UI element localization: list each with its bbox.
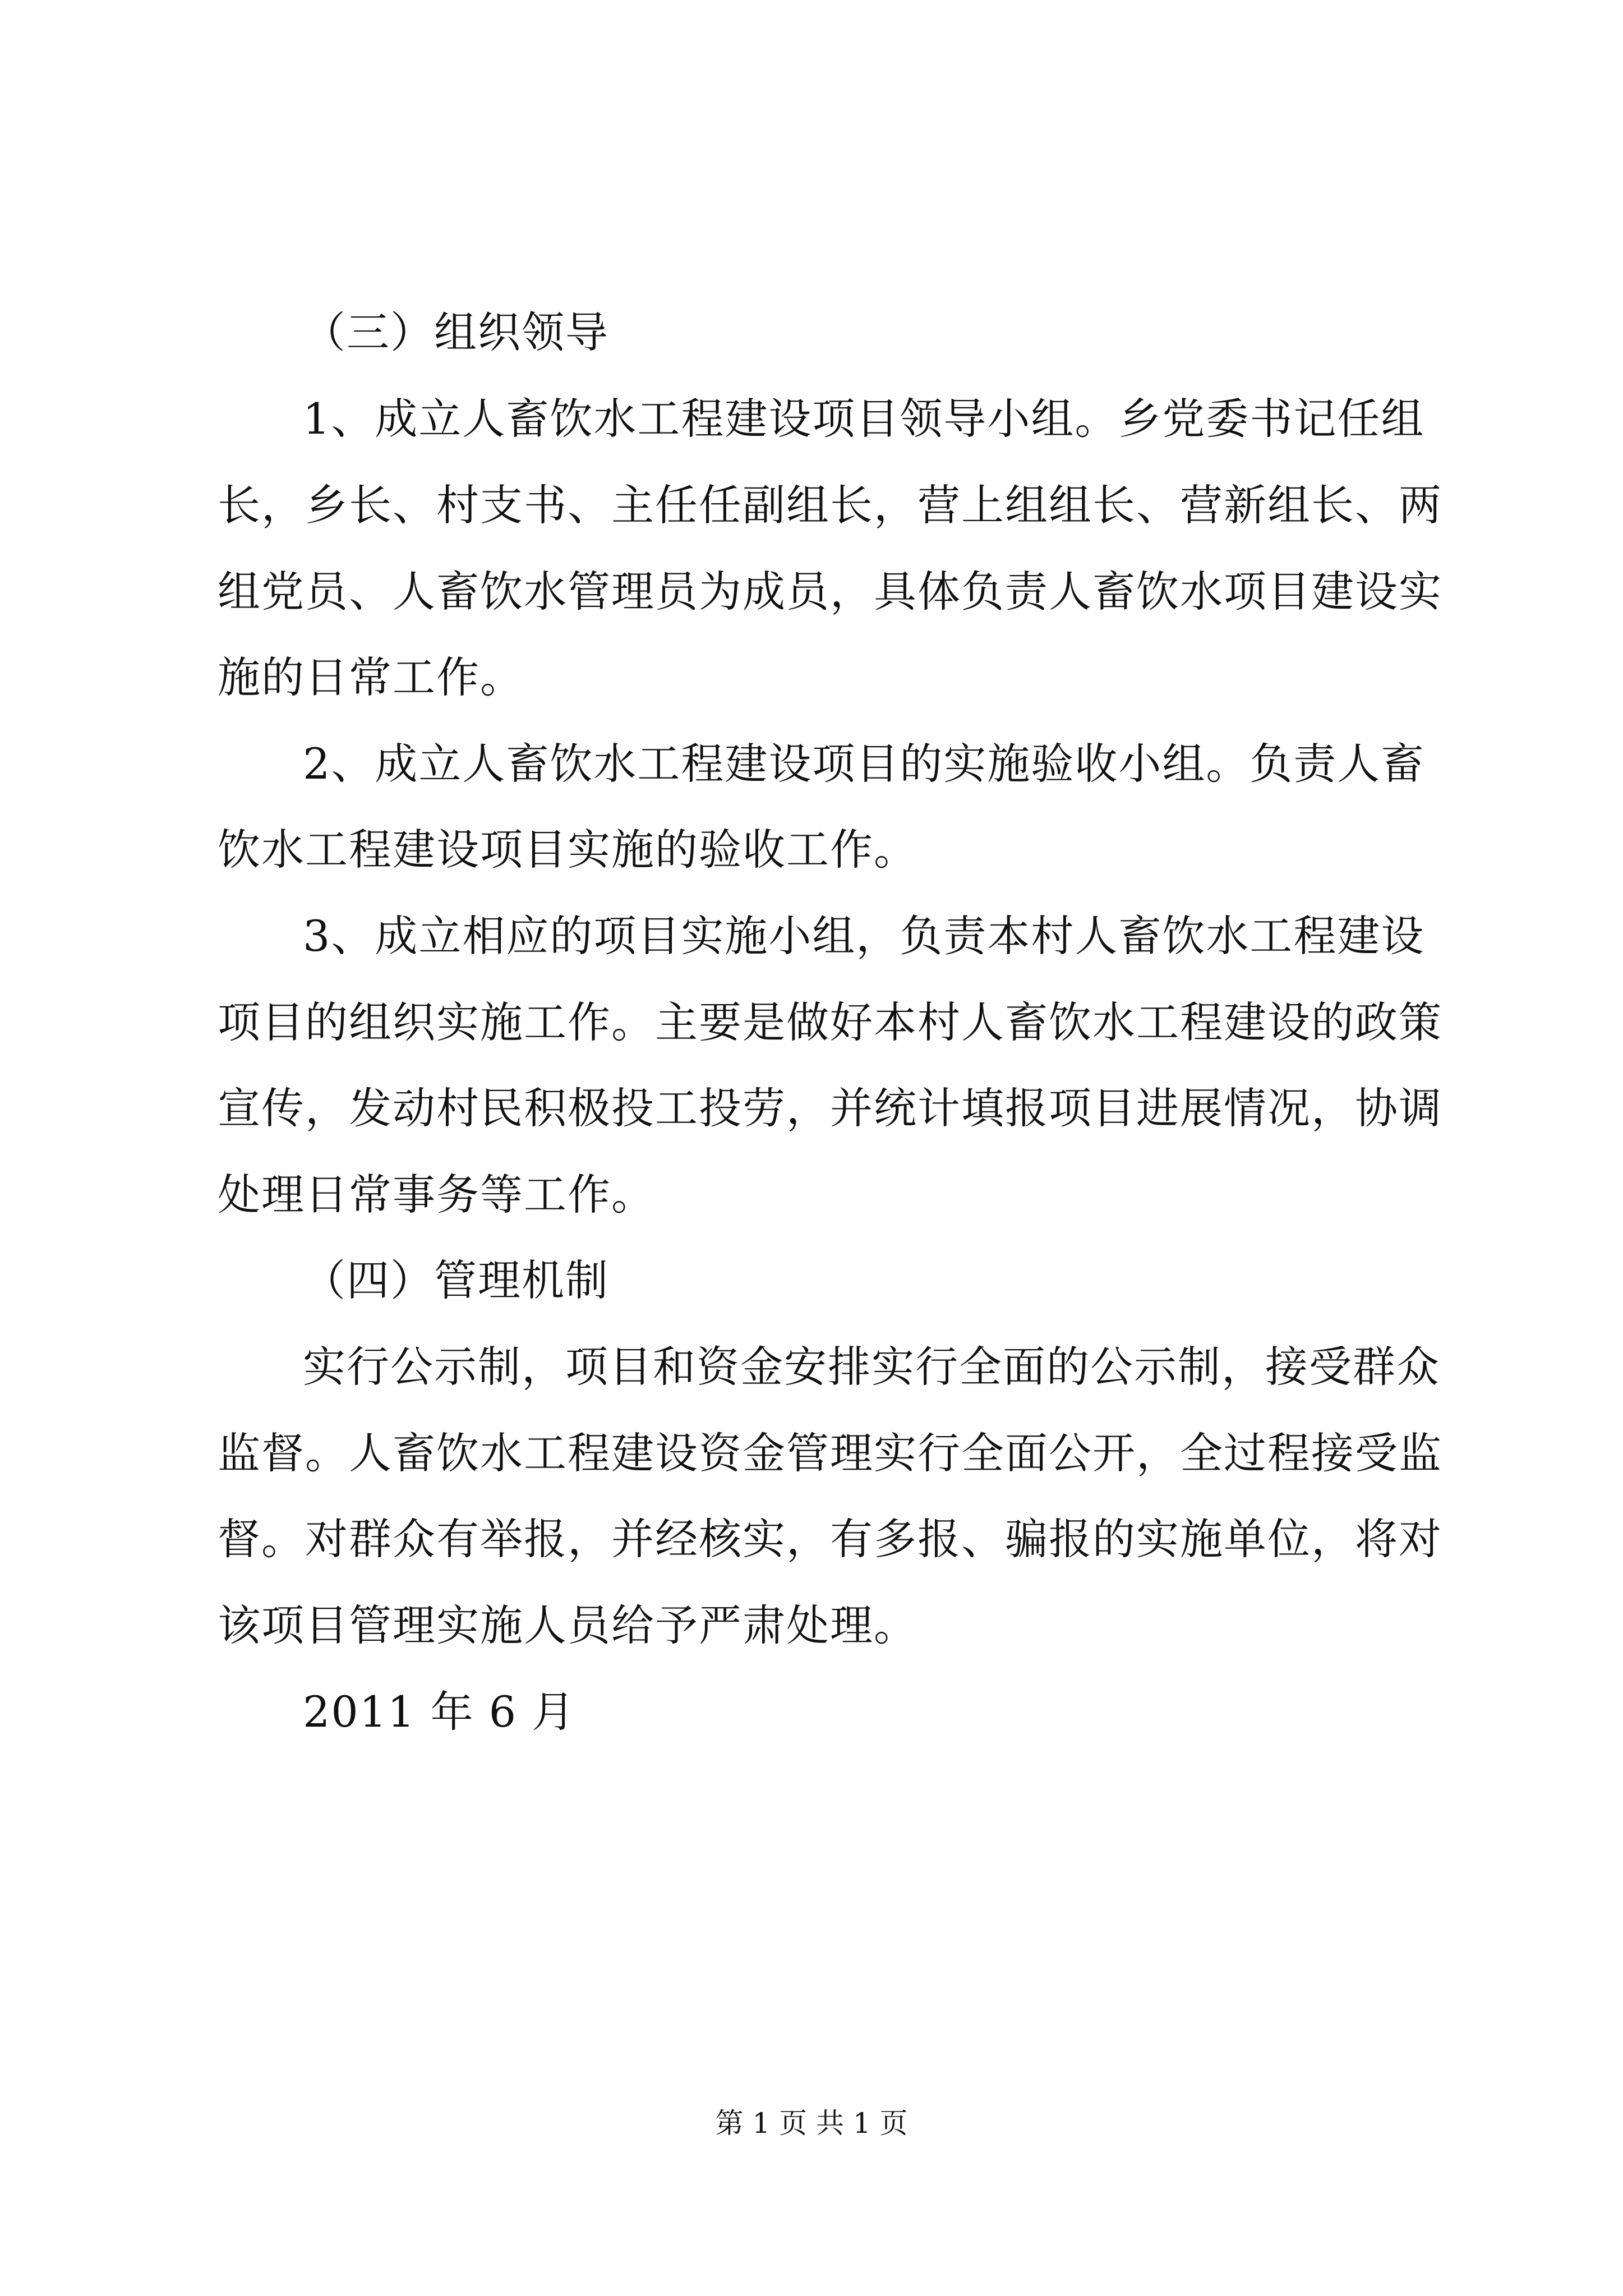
body-line: 该项目管理实施人员给予严肃处理。 bbox=[218, 1600, 917, 1650]
section-heading-4: （四）管理机制 bbox=[303, 1255, 609, 1305]
body-line: 组党员、人畜饮水管理员为成员，具体负责人畜饮水项目建设实 bbox=[218, 567, 1442, 616]
body-line: 督。对群众有举报，并经核实，有多报、骗报的实施单位，将对 bbox=[218, 1514, 1442, 1564]
body-line: 2、成立人畜饮水工程建设项目的实施验收小组。负责人畜 bbox=[303, 739, 1425, 789]
body-line: 项目的组织实施工作。主要是做好本村人畜饮水工程建设的政策 bbox=[218, 997, 1442, 1047]
section-heading-3: （三）组织领导 bbox=[303, 307, 609, 357]
body-line: 1、成立人畜饮水工程建设项目领导小组。乡党委书记任组 bbox=[303, 394, 1425, 444]
body-line: 监督。人畜饮水工程建设资金管理实行全面公开，全过程接受监 bbox=[218, 1428, 1442, 1478]
body-line: 饮水工程建设项目实施的验收工作。 bbox=[218, 825, 917, 875]
body-line: 处理日常事务等工作。 bbox=[218, 1170, 655, 1220]
page-footer: 第 1 页 共 1 页 bbox=[715, 2107, 908, 2139]
body-line: 宣传，发动村民积极投工投劳，并统计填报项目进展情况，协调 bbox=[218, 1083, 1442, 1133]
body-line: 实行公示制，项目和资金安排实行全面的公示制，接受群众 bbox=[303, 1342, 1440, 1392]
body-line: 施的日常工作。 bbox=[218, 652, 524, 702]
body-line: 3、成立相应的项目实施小组，负责本村人畜饮水工程建设 bbox=[303, 911, 1425, 961]
body-line: 长，乡长、村支书、主任任副组长，营上组组长、营新组长、两 bbox=[218, 480, 1442, 530]
document-date: 2011 年 6 月 bbox=[303, 1687, 576, 1737]
